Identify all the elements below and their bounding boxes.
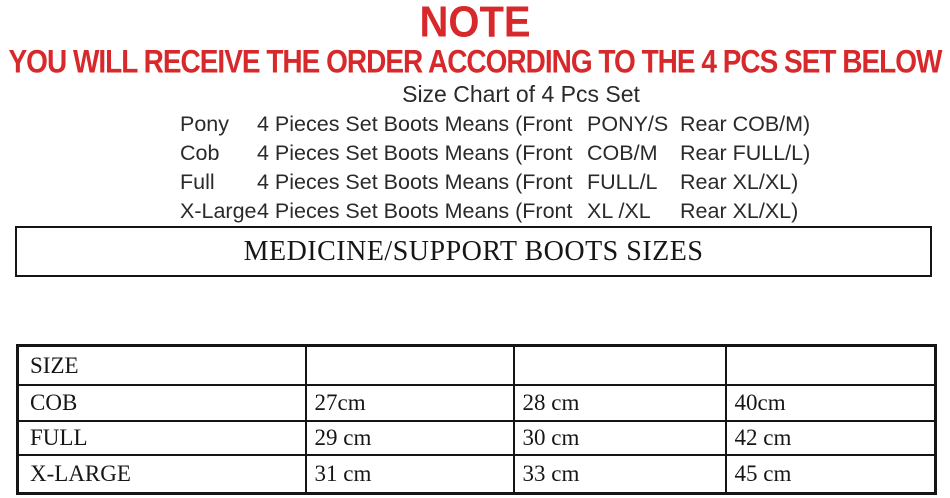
table-cell-size: COB bbox=[18, 385, 306, 421]
set-row-label: Cob bbox=[180, 141, 220, 165]
set-row-full bbox=[180, 168, 810, 197]
banner-title: MEDICINE/SUPPORT BOOTS SIZES bbox=[243, 235, 704, 267]
set-row-rear-size: Rear XL/XL) bbox=[680, 199, 799, 223]
table-cell-measure: 30 cm bbox=[514, 421, 726, 455]
note-subtitle: YOU WILL RECEIVE THE ORDER ACCORDING TO THE 4 PCS SET BELOW bbox=[8, 43, 942, 80]
set-row-rear-size: Rear FULL/L) bbox=[680, 141, 811, 165]
set-row-cob bbox=[180, 139, 810, 168]
table-header-cell bbox=[306, 346, 514, 386]
set-row-text: 4 Pieces Set Boots Means (Front bbox=[257, 141, 573, 165]
boots-sizes-table bbox=[16, 344, 937, 495]
table-cell-measure: 31 cm bbox=[306, 455, 514, 494]
table-cell-measure: 28 cm bbox=[514, 385, 726, 421]
set-row-label: Pony bbox=[180, 112, 230, 136]
table-cell-measure: 42 cm bbox=[726, 421, 936, 455]
set-row-rear-size: Rear COB/M) bbox=[680, 112, 811, 136]
table-cell-measure: 33 cm bbox=[514, 455, 726, 494]
medicine-support-boots-banner bbox=[15, 226, 932, 277]
table-cell-size: X-LARGE bbox=[18, 455, 306, 494]
set-row-front-size: COB/M bbox=[587, 141, 658, 165]
set-row-label: Full bbox=[180, 170, 215, 194]
set-row-front-size: PONY/S bbox=[587, 112, 669, 136]
table-cell-measure: 29 cm bbox=[306, 421, 514, 455]
table-row bbox=[18, 385, 936, 421]
table-row bbox=[18, 455, 936, 494]
note-title: NOTE bbox=[419, 0, 531, 47]
table-header-cell bbox=[726, 346, 936, 386]
set-row-label: X-Large bbox=[180, 199, 257, 223]
set-row-front-size: XL /XL bbox=[587, 199, 651, 223]
table-cell-measure: 27cm bbox=[306, 385, 514, 421]
size-chart-heading: Size Chart of 4 Pcs Set bbox=[402, 81, 640, 107]
set-row-rear-size: Rear XL/XL) bbox=[680, 170, 799, 194]
set-row-text: 4 Pieces Set Boots Means (Front bbox=[257, 112, 573, 136]
four-pcs-set-list bbox=[180, 110, 810, 226]
set-row-text: 4 Pieces Set Boots Means (Front bbox=[257, 170, 573, 194]
table-cell-size: FULL bbox=[18, 421, 306, 455]
set-row-front-size: FULL/L bbox=[587, 170, 658, 194]
table-row bbox=[18, 421, 936, 455]
table-cell-measure: 45 cm bbox=[726, 455, 936, 494]
table-header-row bbox=[18, 346, 936, 386]
table-cell-measure: 40cm bbox=[726, 385, 936, 421]
table-header-cell bbox=[514, 346, 726, 386]
set-row-text: 4 Pieces Set Boots Means (Front bbox=[257, 199, 573, 223]
table-header-cell: SIZE bbox=[18, 346, 306, 386]
set-row-pony bbox=[180, 110, 810, 139]
set-row-xlarge bbox=[180, 197, 810, 226]
